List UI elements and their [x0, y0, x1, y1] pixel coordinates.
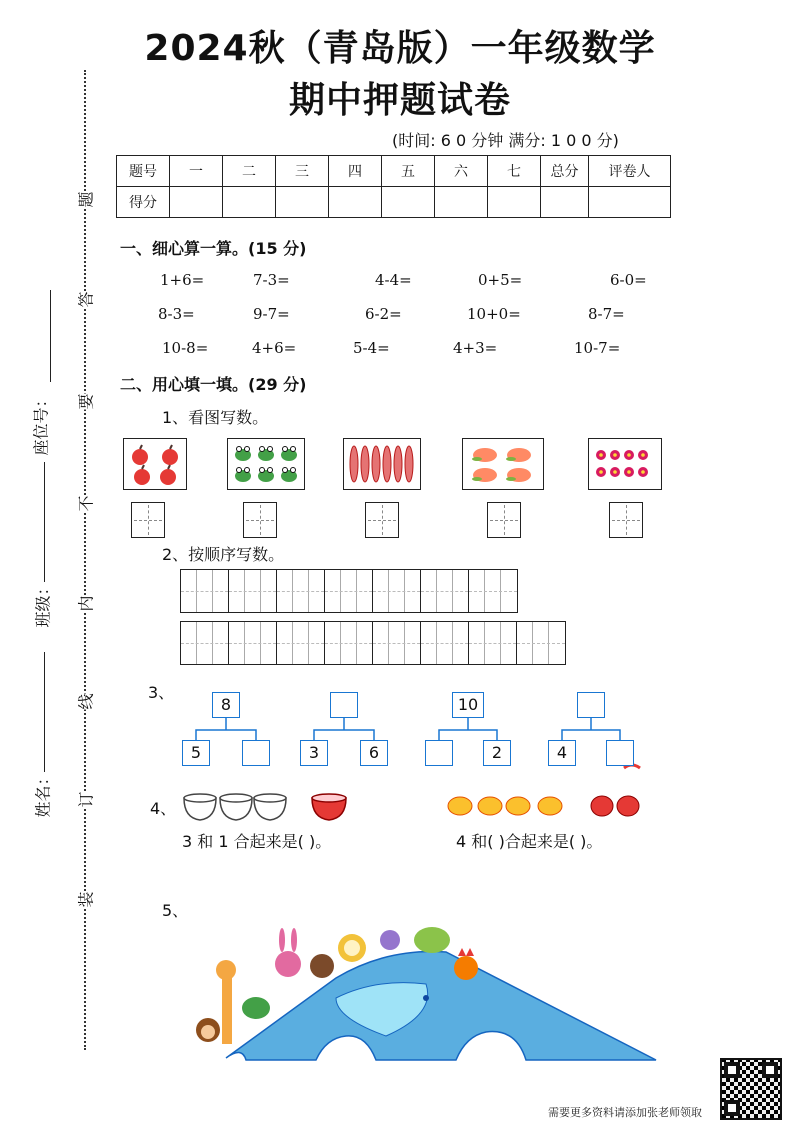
mouse-icon [380, 930, 400, 950]
monkey-icon [196, 1018, 220, 1042]
score-header-cell: 七 [488, 156, 541, 187]
bowls-picture [180, 790, 350, 824]
score-header-cell: 总分 [541, 156, 589, 187]
frog-friend-icon [242, 997, 270, 1019]
section-2-heading: 二、用心填一填。(29 分) [120, 375, 307, 394]
score-header-cell: 题号 [117, 156, 170, 187]
elephant-slide-picture [186, 918, 666, 1070]
time-info: (时间: 6 0 分钟 满分: 1 0 0 分) [392, 131, 619, 150]
score-header-cell: 二 [223, 156, 276, 187]
question-2-label: 2、按顺序写数。 [162, 545, 285, 564]
chicks-picture [444, 790, 644, 820]
chick-icon [448, 797, 562, 815]
cut-char-2: 订 [74, 791, 97, 807]
title-line-2: 期中押题试卷 [288, 80, 511, 121]
equation: 8-3= [158, 305, 195, 323]
cow-icon [414, 927, 450, 953]
score-header-cell: 评卷人 [589, 156, 671, 187]
cut-char-6: 要 [74, 393, 97, 409]
red-chick-icon [591, 796, 639, 816]
class-label: 班级： [33, 579, 53, 628]
tree-right-box[interactable]: 2 [483, 740, 511, 766]
score-header-cell: 三 [276, 156, 329, 187]
question-4-right-text: 4 和( )合起来是( )。 [456, 832, 603, 851]
seat-label: 座位号： [31, 391, 51, 456]
tree-top-box[interactable]: 10 [452, 692, 484, 718]
section-1-heading: 一、细心算一算。(15 分) [120, 239, 307, 258]
score-header-cell: 六 [435, 156, 488, 187]
score-header-cell: 五 [382, 156, 435, 187]
equation: 7-3= [253, 271, 290, 289]
cut-char-3: 线 [74, 693, 97, 709]
bear-icon [310, 954, 334, 978]
equation: 9-7= [253, 305, 290, 323]
bowl-icon [184, 794, 286, 820]
tree-left-box[interactable]: 5 [182, 740, 210, 766]
tree-left-box[interactable]: 4 [548, 740, 576, 766]
tree-left-box[interactable] [425, 740, 453, 766]
rooster-icon [454, 948, 478, 980]
question-4-left-text: 3 和 1 合起来是( )。 [182, 832, 332, 851]
equation: 6-2= [365, 305, 402, 323]
equation: 10+0= [467, 305, 521, 323]
red-bowl-icon [312, 794, 346, 820]
question-3-label: 3、 [148, 683, 175, 702]
qr-code-icon [720, 1058, 782, 1120]
equation: 4+6= [252, 339, 297, 357]
score-row-label: 得分 [117, 187, 170, 218]
tree-right-box[interactable] [242, 740, 270, 766]
equation: 8-7= [588, 305, 625, 323]
equation: 10-7= [574, 339, 621, 357]
tree-top-box[interactable] [330, 692, 358, 718]
cut-char-7: 答 [74, 291, 97, 307]
cut-char-1: 装 [74, 891, 97, 907]
name-label: 姓名： [33, 769, 53, 818]
tree-right-box[interactable] [606, 740, 634, 766]
equation: 4+3= [453, 339, 498, 357]
tree-left-box[interactable]: 3 [300, 740, 328, 766]
equation: 1+6= [160, 271, 205, 289]
score-header-cell: 一 [170, 156, 223, 187]
equation: 6-0= [610, 271, 647, 289]
question-4-label: 4、 [150, 799, 177, 818]
cut-char-5: 不 [74, 495, 97, 511]
score-header-cell: 四 [329, 156, 382, 187]
question-1-label: 1、看图写数。 [162, 408, 269, 427]
tree-right-box[interactable]: 6 [360, 740, 388, 766]
tree-top-box[interactable] [577, 692, 605, 718]
title-line-1: 2024秋（青岛版）一年级数学 [144, 28, 656, 69]
tree-top-box[interactable]: 8 [212, 692, 240, 718]
bunny-icon [275, 928, 301, 977]
footer-text: 需要更多资料请添加张老师领取 [548, 1106, 702, 1119]
question-5-label: 5、 [162, 901, 189, 920]
equation: 4-4= [375, 271, 412, 289]
equation: 5-4= [353, 339, 390, 357]
equation: 0+5= [478, 271, 523, 289]
cut-char-8: 题 [74, 191, 97, 207]
lion-icon [338, 934, 366, 962]
cut-char-4: 内 [74, 595, 97, 611]
equation: 10-8= [162, 339, 209, 357]
